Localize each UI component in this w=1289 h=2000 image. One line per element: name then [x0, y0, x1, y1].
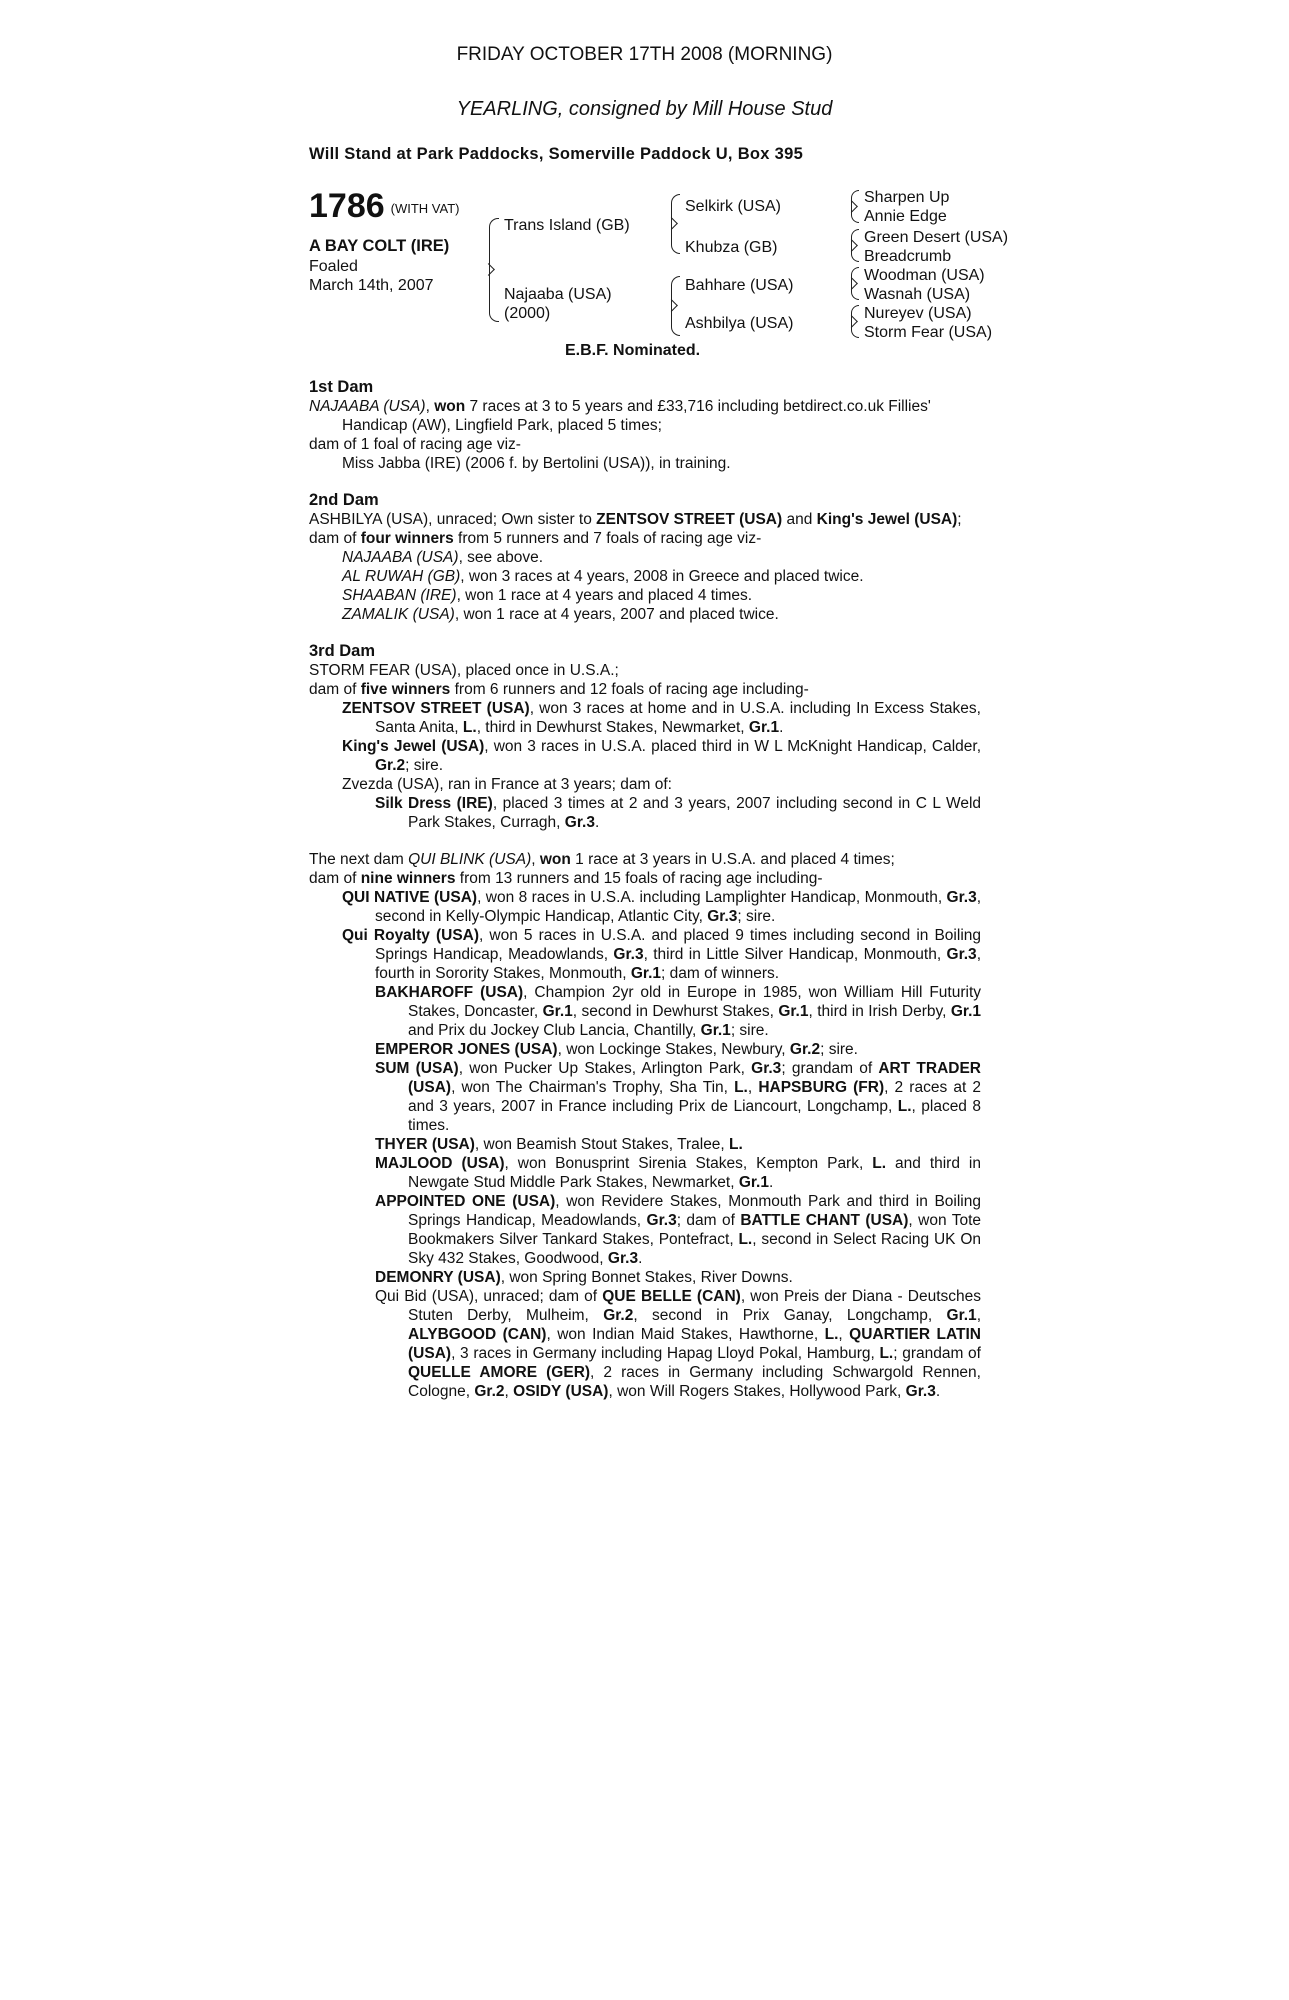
bold-text: Silk Dress (IRE) — [375, 795, 493, 812]
text-run: , third in Dewhurst Stakes, Newmarket, — [476, 719, 749, 736]
text-run: from 13 runners and 15 foals of racing age including- — [455, 870, 823, 887]
bold-text: Gr.2 — [603, 1307, 634, 1324]
bold-text: King's Jewel (USA) — [816, 511, 958, 528]
text-run: , third in Little Silver Handicap, Monmouth, — [643, 946, 947, 963]
text-run: , 3 races in Germany including Hapag Lloyd Pokal, Hamburg, — [451, 1345, 880, 1362]
bold-text: King's Jewel (USA) — [342, 738, 485, 755]
bold-text: nine winners — [360, 870, 456, 887]
record-line — [309, 680, 981, 699]
record-line — [309, 548, 981, 567]
bold-text: four winners — [360, 530, 454, 547]
bold-text: Gr.1 — [542, 1003, 573, 1020]
record-line — [309, 510, 981, 529]
text-run: , won Will Rogers Stakes, Hollywood Park, — [608, 1383, 906, 1400]
record-line — [309, 529, 981, 548]
ebf-nomination: E.B.F. Nominated. — [565, 342, 701, 359]
bold-text: Qui Royalty (USA) — [342, 927, 480, 944]
dam-section — [309, 832, 981, 1401]
record-line — [309, 435, 981, 454]
dam-section — [309, 491, 981, 624]
bold-text: Gr.3 — [646, 1212, 677, 1229]
text-run: , Champion 2yr old in Europe in 1985, won William Hill Futurity Stakes, Doncaster, — [408, 984, 981, 1020]
text-run: , won Pucker Up Stakes, Arlington Park, — [458, 1060, 752, 1077]
text-run: ; — [957, 511, 962, 528]
text-run: , — [747, 1079, 759, 1096]
text-run: , — [425, 398, 435, 415]
section-title: 3rd Dam — [309, 642, 376, 660]
pedigree-dam-dam: Ashbilya (USA) — [685, 315, 794, 332]
text-run: , third in Irish Derby, — [808, 1003, 951, 1020]
text-run: dam of — [309, 870, 361, 887]
text-run: and third in Newgate Stud Middle Park Stakes, Newmarket, — [408, 1155, 981, 1191]
record-line — [309, 1287, 981, 1401]
bold-text: DEMONRY (USA) — [375, 1269, 501, 1286]
bold-text: BAKHAROFF (USA) — [375, 984, 524, 1001]
bold-text: L. — [824, 1326, 839, 1343]
text-run: Qui Bid (USA), unraced; dam of — [375, 1288, 603, 1305]
bold-text: QUARTIER LATIN (USA) — [408, 1326, 981, 1362]
bold-text: L. — [734, 1079, 748, 1096]
bold-text: EMPEROR JONES (USA) — [375, 1041, 558, 1058]
bold-text: five winners — [360, 681, 451, 698]
text-run: . — [768, 1174, 774, 1191]
bold-text: Gr.2 — [474, 1383, 505, 1400]
lot-number-value: 1786 — [309, 187, 385, 225]
bold-text: Gr.2 — [375, 757, 406, 774]
dam-section — [309, 378, 981, 473]
pedigree-g3-6: Wasnah (USA) — [864, 286, 971, 303]
text-run: , second in Prix Ganay, Longchamp, — [633, 1307, 947, 1324]
horse-description: A BAY COLT (IRE) — [309, 237, 450, 255]
bold-text: Gr.1 — [630, 965, 662, 982]
bold-text: L. — [462, 719, 477, 736]
record-line — [309, 888, 981, 926]
bold-text: Gr.1 — [748, 719, 780, 736]
bold-text: L. — [872, 1155, 887, 1172]
text-run: , won 3 races at home and in U.S.A. including In Excess Stakes, Santa Anita, — [375, 700, 981, 736]
text-run: , placed 3 times at 2 and 3 years, 2007 including second in C L Weld Park Stakes, Curragh, — [408, 795, 982, 831]
pedigree-g3-3: Green Desert (USA) — [864, 229, 1009, 246]
record-line — [309, 454, 981, 473]
record-line — [309, 586, 981, 605]
bold-text: Gr.3 — [751, 1060, 782, 1077]
bold-text: Gr.1 — [950, 1003, 982, 1020]
record-line — [309, 1268, 981, 1287]
text-run: , won 1 race at 4 years and placed 4 times. — [456, 587, 753, 604]
text-run: , won Tote Bookmakers Silver Tankard Stakes, Pontefract, — [408, 1212, 981, 1248]
text-run: , won Bonusprint Sirenia Stakes, Kempton Park, — [504, 1155, 873, 1172]
text-run: , won The Chairman's Trophy, Sha Tin, — [451, 1079, 735, 1096]
text-run: , won 5 races in U.S.A. and placed 9 times including second in Boiling Springs Handicap, Meadowlands, — [375, 927, 982, 963]
pedigree-dam-year: (2000) — [504, 305, 551, 322]
text-run: , — [976, 1307, 981, 1324]
section-title: 1st Dam — [309, 378, 374, 396]
pedigree-sire-dam: Khubza (GB) — [685, 239, 778, 256]
vat-note: (WITH VAT) — [390, 201, 460, 216]
text-run: ; sire. — [730, 1022, 769, 1039]
text-run: , won Spring Bonnet Stakes, River Downs. — [500, 1269, 793, 1286]
text-run: , won 8 races in U.S.A. including Lamplighter Handicap, Monmouth, — [477, 889, 947, 906]
text-run: dam of — [309, 530, 361, 547]
bold-text: SUM (USA) — [375, 1060, 459, 1077]
bold-text: L. — [729, 1136, 743, 1153]
bold-text: Gr.3 — [613, 946, 644, 963]
bold-text: Gr.2 — [789, 1041, 821, 1058]
section-gap — [309, 832, 981, 850]
record-line — [309, 661, 981, 680]
sale-date: FRIDAY OCTOBER 17TH 2008 (MORNING) — [456, 44, 833, 65]
pedigree-g3-1: Sharpen Up — [864, 189, 950, 206]
text-run: Miss Jabba (IRE) (2006 f. by Bertolini (USA)), in training. — [342, 455, 731, 472]
bold-text: MAJLOOD (USA) — [375, 1155, 505, 1172]
bold-text: L. — [879, 1345, 894, 1362]
pedigree-g3-7: Nureyev (USA) — [864, 305, 972, 322]
text-run: ; sire. — [737, 908, 776, 925]
text-run: ; grandam of — [893, 1345, 981, 1362]
bold-text: Gr.3 — [607, 1250, 639, 1267]
text-run: ASHBILYA (USA), unraced; Own sister to — [309, 511, 597, 528]
record-line — [309, 1192, 981, 1268]
record-line — [309, 1040, 981, 1059]
record-line — [309, 926, 981, 983]
section-title: 2nd Dam — [309, 491, 379, 509]
text-run: , second in Select Racing UK On Sky 432 Stakes, Goodwood, — [408, 1231, 981, 1267]
text-run: , placed 8 times. — [408, 1098, 981, 1134]
dam-section — [309, 642, 981, 832]
text-run: ; dam of winners. — [661, 965, 780, 982]
bold-text: Gr.3 — [946, 946, 977, 963]
pedigree-dam: Najaaba (USA) — [504, 286, 612, 303]
pedigree-g3-4: Breadcrumb — [864, 248, 952, 265]
record-line — [309, 794, 981, 832]
text-run: and Prix du Jockey Club Lancia, Chantilly, — [408, 1022, 701, 1039]
text-run: , — [838, 1326, 850, 1343]
text-run: ; dam of — [676, 1212, 741, 1229]
text-run: , won 1 race at 4 years, 2007 and placed twice. — [454, 606, 779, 623]
bold-text: Gr.3 — [946, 889, 977, 906]
bold-text: HAPSBURG (FR) — [758, 1079, 885, 1096]
lot-number — [309, 186, 459, 229]
italic-text: NAJAABA (USA) — [342, 549, 459, 566]
pedigree-g3-2: Annie Edge — [864, 208, 947, 225]
bold-text: L. — [897, 1098, 912, 1115]
text-run: from 6 runners and 12 foals of racing age including- — [450, 681, 809, 698]
record-line — [309, 737, 981, 775]
italic-text: NAJAABA (USA) — [309, 398, 426, 415]
bold-text: Gr.3 — [564, 814, 595, 831]
text-run: The next dam — [309, 851, 409, 868]
text-run: , won Indian Maid Stakes, Hawthorne, — [546, 1326, 825, 1343]
record-line — [309, 1154, 981, 1192]
text-run: , won Beamish Stout Stakes, Tralee, — [474, 1136, 730, 1153]
pedigree-dam-sire: Bahhare (USA) — [685, 277, 794, 294]
bold-text: QUE BELLE (CAN) — [602, 1288, 741, 1305]
bold-text: QUELLE AMORE (GER) — [408, 1364, 591, 1381]
bold-text: ART TRADER (USA) — [408, 1060, 981, 1096]
bold-text: APPOINTED ONE (USA) — [375, 1193, 556, 1210]
bold-text: THYER (USA) — [375, 1136, 475, 1153]
italic-text: ZAMALIK (USA) — [342, 606, 455, 623]
record-line — [309, 397, 981, 435]
bold-text: Gr.1 — [738, 1174, 769, 1191]
bold-text: Gr.1 — [778, 1003, 809, 1020]
text-run: . — [779, 719, 784, 736]
record-line — [309, 1059, 981, 1135]
record-line — [309, 869, 981, 888]
consignment-line: YEARLING, consigned by Mill House Stud — [456, 98, 833, 120]
record-line — [309, 983, 981, 1040]
pedigree-sire: Trans Island (GB) — [504, 217, 630, 234]
text-run: , fourth in Sorority Stakes, Monmouth, — [375, 946, 981, 982]
text-run: , won 3 races at 4 years, 2008 in Greece and placed twice. — [460, 568, 864, 585]
text-run: , — [531, 851, 540, 868]
pedigree-g3-8: Storm Fear (USA) — [864, 324, 993, 341]
bold-text: Gr.3 — [905, 1383, 936, 1400]
text-run: dam of 1 foal of racing age viz- — [309, 436, 521, 453]
produce-record — [309, 378, 981, 1401]
text-run: , won Preis der Diana - Deutsches Stuten Derby, Mulheim, — [408, 1288, 981, 1324]
italic-text: SHAABAN (IRE) — [342, 587, 457, 604]
text-run: ; sire. — [405, 757, 444, 774]
text-run: , second in Dewhurst Stakes, — [572, 1003, 779, 1020]
foaled-label: Foaled — [309, 258, 358, 275]
text-run: . — [638, 1250, 643, 1267]
text-run: , — [504, 1383, 514, 1400]
italic-text: QUI BLINK (USA) — [408, 851, 532, 868]
text-run: 7 races at 3 to 5 years and £33,716 including betdirect.co.uk Fillies' Handicap (AW), Lingfield Park, placed 5 times; — [342, 398, 931, 434]
text-run: and — [782, 511, 817, 528]
text-run: , 2 races in Germany including Schwargold Rennen, Cologne, — [408, 1364, 981, 1400]
bold-text: BATTLE CHANT (USA) — [740, 1212, 909, 1229]
text-run: from 5 runners and 7 foals of racing age viz- — [453, 530, 762, 547]
text-run: , 2 races at 2 and 3 years, 2007 in France including Prix de Liancourt, Longchamp, — [408, 1079, 981, 1115]
text-run: , second in Kelly-Olympic Handicap, Atlantic City, — [375, 889, 982, 925]
stand-location: Will Stand at Park Paddocks, Somerville Paddock U, Box 395 — [309, 145, 804, 163]
bold-text: ZENTSOV STREET (USA) — [596, 511, 783, 528]
foaled-date: March 14th, 2007 — [309, 277, 434, 294]
record-line — [309, 605, 981, 624]
bold-text: won — [434, 398, 466, 415]
bold-text: Gr.1 — [946, 1307, 977, 1324]
italic-text: AL RUWAH (GB) — [342, 568, 461, 585]
text-run: Zvezda (USA), ran in France at 3 years; dam of: — [342, 776, 672, 793]
bold-text: ALYBGOOD (CAN) — [408, 1326, 547, 1343]
bold-text: won — [539, 851, 571, 868]
pedigree-g3-5: Woodman (USA) — [864, 267, 985, 284]
record-line — [309, 850, 981, 869]
bold-text: OSIDY (USA) — [513, 1383, 609, 1400]
pedigree-sire-sire: Selkirk (USA) — [685, 198, 782, 215]
text-run: ; grandam of — [781, 1060, 879, 1077]
text-run: dam of — [309, 681, 361, 698]
record-line — [309, 775, 981, 794]
text-run: , won Revidere Stakes, Monmouth Park and third in Boiling Springs Handicap, Meadowlands, — [408, 1193, 981, 1229]
bold-text: QUI NATIVE (USA) — [342, 889, 478, 906]
text-run: , won 3 races in U.S.A. placed third in W L McKnight Handicap, Calder, — [484, 738, 981, 755]
bold-text: ZENTSOV STREET (USA) — [342, 700, 530, 717]
bold-text: Gr.3 — [707, 908, 738, 925]
text-run: . — [594, 814, 600, 831]
text-run: , won Lockinge Stakes, Newbury, — [557, 1041, 790, 1058]
text-run: , see above. — [458, 549, 544, 566]
text-run: 1 race at 3 years in U.S.A. and placed 4 times; — [570, 851, 895, 868]
record-line — [309, 1135, 981, 1154]
text-run: STORM FEAR (USA), placed once in U.S.A.; — [309, 662, 619, 679]
bold-text: L. — [738, 1231, 753, 1248]
record-line — [309, 699, 981, 737]
bold-text: Gr.1 — [700, 1022, 731, 1039]
record-line — [309, 567, 981, 586]
text-run: . — [935, 1383, 941, 1400]
text-run: ; sire. — [820, 1041, 858, 1058]
